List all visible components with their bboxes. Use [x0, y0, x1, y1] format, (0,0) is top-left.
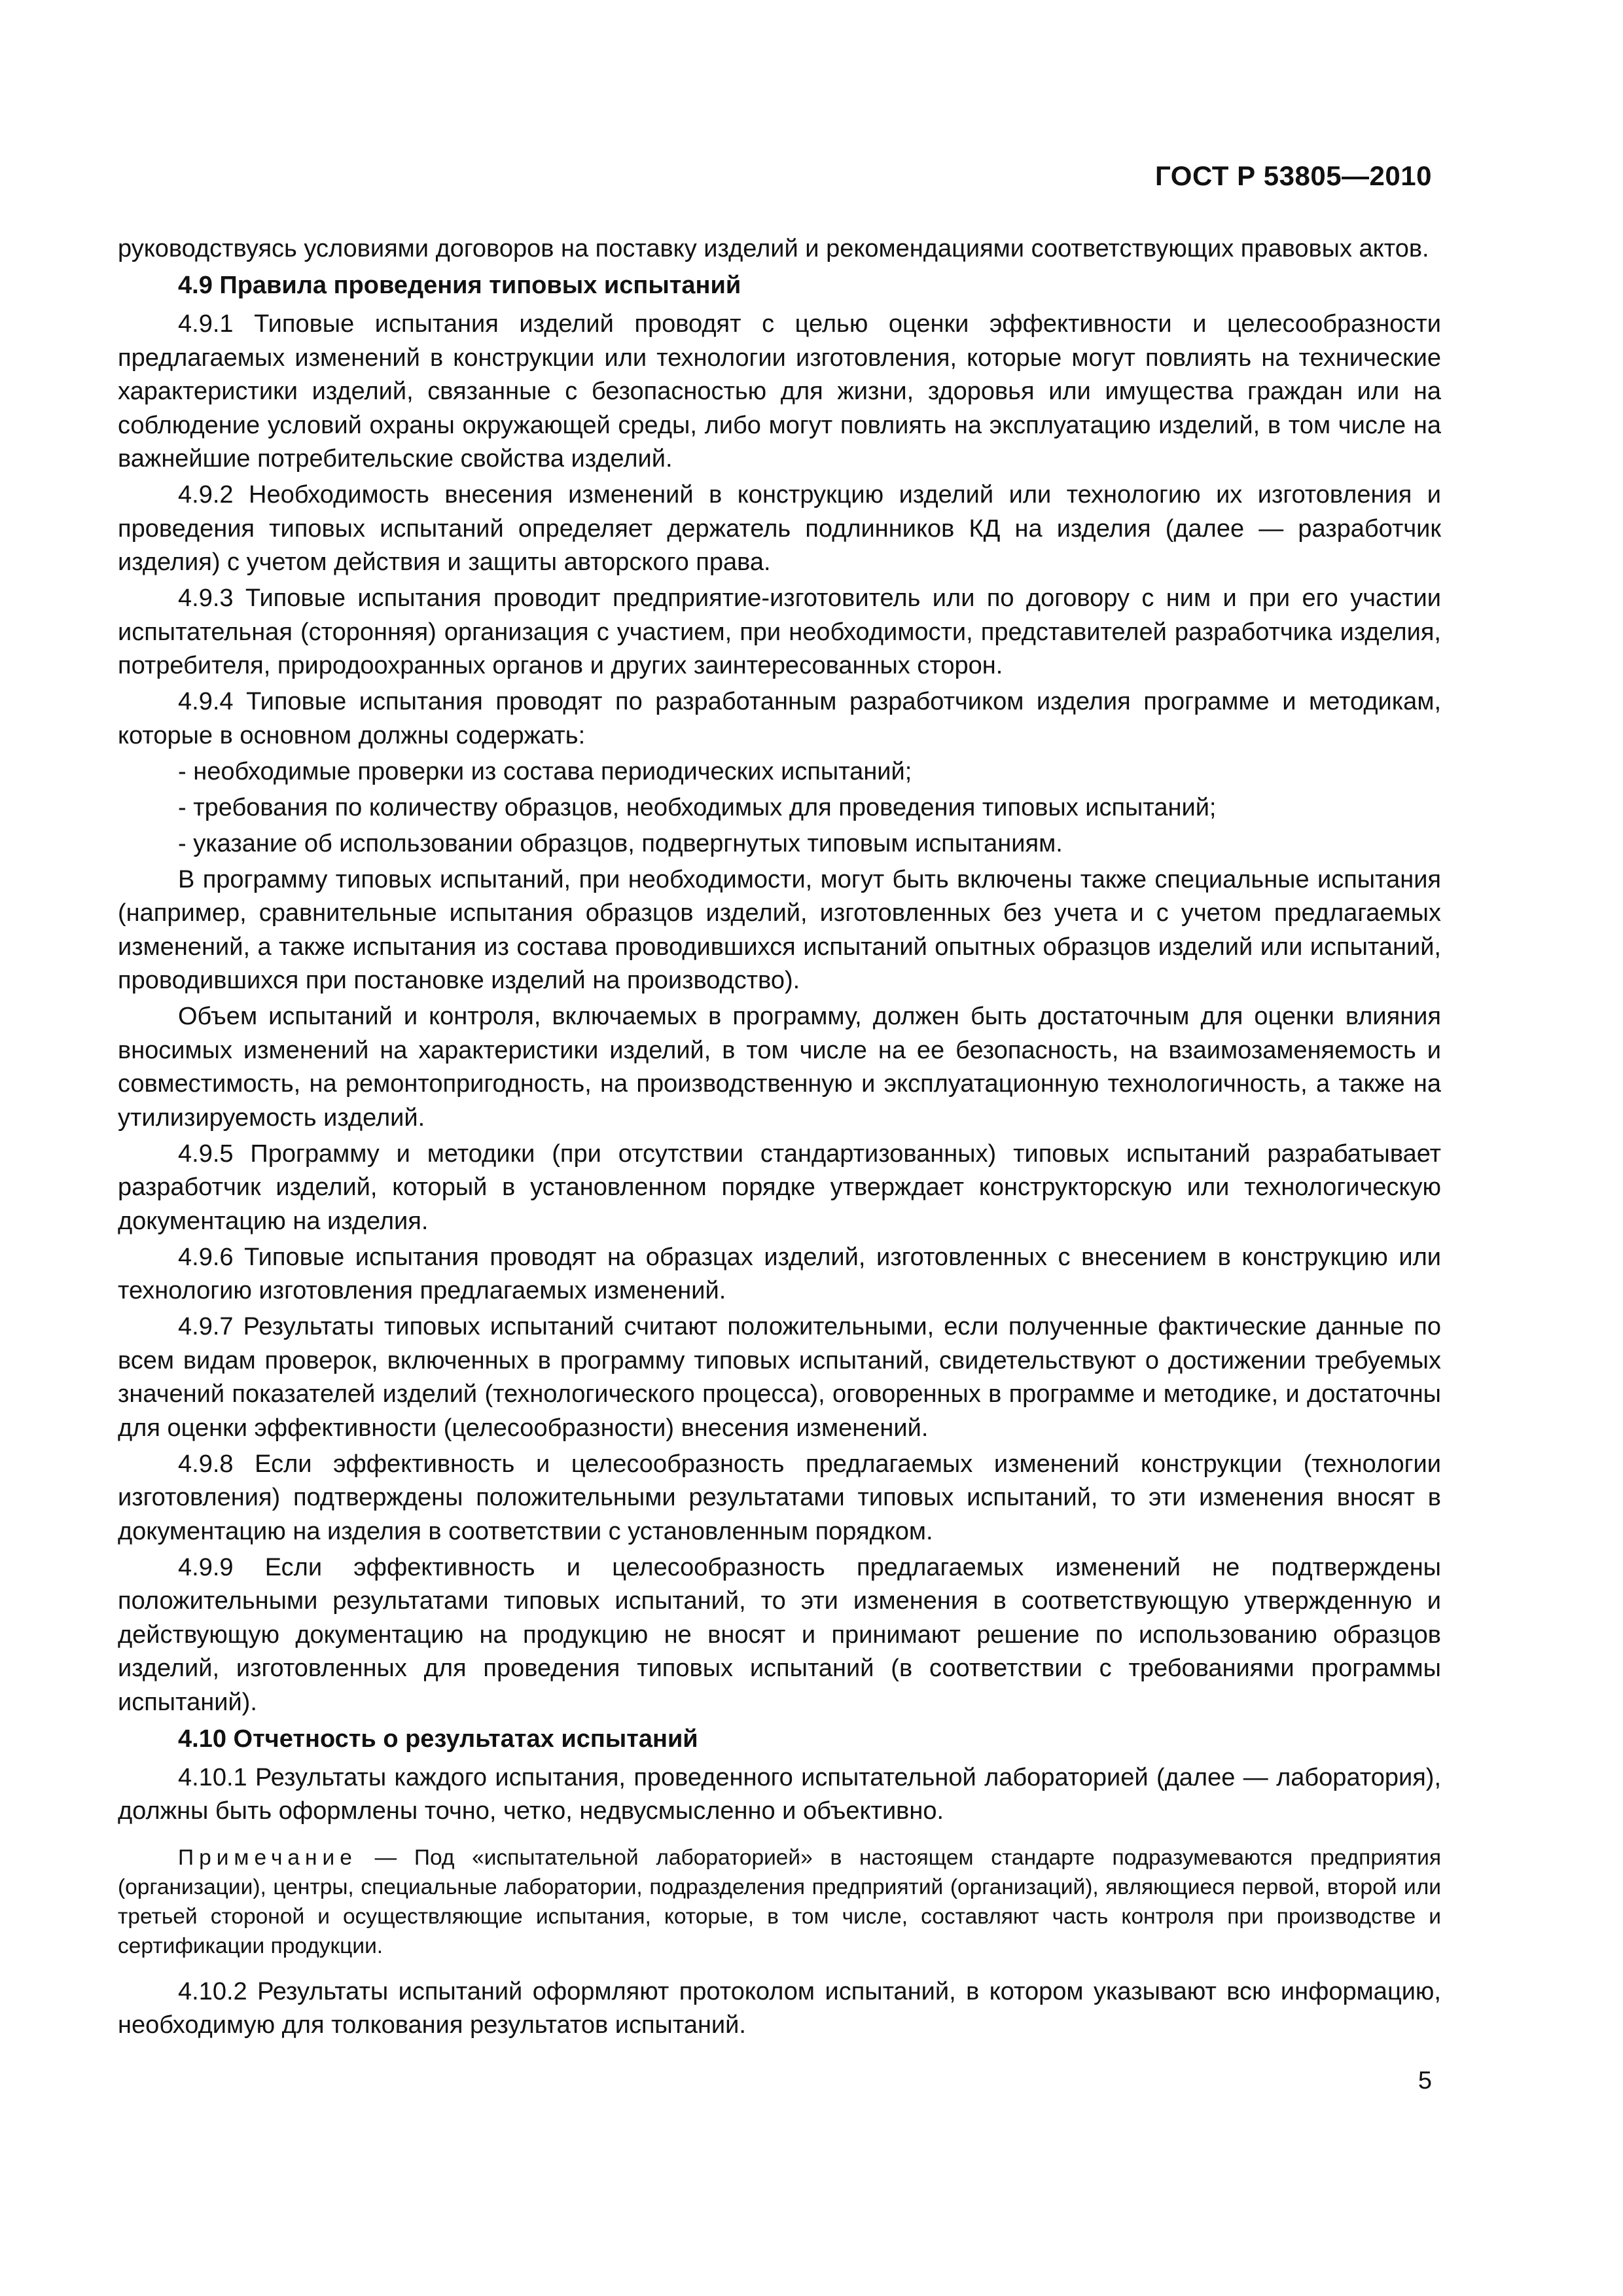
paragraph-4-9-6: 4.9.6 Типовые испытания проводят на образцах изделий, изготовленных с внесением в конструкцию или технологию изготовления предлагаемых изменений.: [118, 1243, 1441, 1304]
paragraph-4-9-2: 4.9.2 Необходимость внесения изменений в конструкцию изделий или технологию их изготовления и проведения типовых испытаний определяет держатель подлинников КД на изделия (далее — разработчик изделия) с учетом действия и защиты авторского права.: [118, 481, 1441, 576]
paragraph-4-9-1: 4.9.1 Типовые испытания изделий проводят с целью оценки эффективности и целесообразности предлагаемых изменений в конструкции или технологии изготовления, которые могут повлиять на технические характеристики изделий, связанные с безопасностью для жизни, здоровья или имущества граждан или на соблюдение условий охраны окружающей среды, либо могут повлиять на эксплуатацию изделий, в том числе на важнейшие потребительские свойства изделий.: [118, 310, 1441, 473]
paragraph-4-9-3: 4.9.3 Типовые испытания проводит предприятие-изготовитель или по договору с ним и при его участии испытательная (сторонняя) организация с участием, при необходимости, представителей разработчика изделия, потребителя, природоохранных органов и других заинтересованных сторон.: [118, 584, 1441, 679]
list-item: - указание об использовании образцов, подвергнутых типовым испытаниям.: [178, 829, 1063, 857]
paragraph-4-9-7: 4.9.7 Результаты типовых испытаний считают положительными, если полученные фактические данные по всем видам проверок, включенных в программу типовых испытаний, свидетельствуют о достижении требуемых значений показателей изделий (технологического процесса), оговоренных в программе и методике, и достаточны для оценки эффективности (целесообразности) внесения изменений.: [118, 1313, 1441, 1442]
section-heading-4-10: 4.10 Отчетность о результатах испытаний: [178, 1725, 698, 1753]
paragraph-special-tests: В программу типовых испытаний, при необходимости, могут быть включены также специальные испытания (например, сравнительные испытания образцов изделий, изготовленных без учета и с учетом предлагаемых изменений, а также испытания из состава проводившихся испытаний опытных образцов изделий или испытаний, проводившихся при постановке изделий на производство).: [118, 865, 1441, 994]
list-item: - требования по количеству образцов, необходимых для проведения типовых испытаний;: [178, 793, 1217, 821]
page-number: 5: [1418, 2067, 1432, 2094]
paragraph-4-10-1: 4.10.1 Результаты каждого испытания, проведенного испытательной лабораторией (далее — лаборатория), должны быть оформлены точно, четко, недвусмысленно и объективно.: [118, 1763, 1441, 1825]
section-heading-4-9: 4.9 Правила проведения типовых испытаний: [178, 272, 741, 299]
note-label: Примечание: [178, 1845, 357, 1870]
paragraph-4-9-5: 4.9.5 Программу и методики (при отсутствии стандартизованных) типовых испытаний разрабатывает разработчик изделий, который в установленном порядке утверждает конструкторскую или технологическую документацию на изделия.: [118, 1139, 1441, 1235]
paragraph-test-scope: Объем испытаний и контроля, включаемых в программу, должен быть достаточным для оценки влияния вносимых изменений на характеристики изделий, в том числе на ее безопасность, на взаимозаменяемость и совместимость, на ремонтопригодность, на производственную и эксплуатационную технологичность, а также на утилизируемость изделий.: [118, 1003, 1441, 1132]
note-text: — Под «испытательной лабораторией» в настоящем стандарте подразумеваются предприятия (организации), центры, специальные лаборатории, подразделения предприятий (организаций), являющиеся первой, второй или третьей стороной и осуществляющие испытания, которые, в том числе, составляют часть контроля при производстве и сертификации продукции.: [118, 1845, 1442, 1958]
document-body: [118, 232, 1441, 2045]
paragraph-4-9-4: 4.9.4 Типовые испытания проводят по разработанным разработчиком изделия программе и методикам, которые в основном должны содержать:: [118, 688, 1441, 749]
document-header-id: ГОСТ Р 53805—2010: [1155, 160, 1432, 191]
paragraph-4-10-2: 4.10.2 Результаты испытаний оформляют протоколом испытаний, в котором указывают всю информацию, необходимую для толкования результатов испытаний.: [118, 1977, 1441, 2039]
paragraph-4-9-9: 4.9.9 Если эффективность и целесообразность предлагаемых изменений не подтверждены положительными результатами типовых испытаний, то эти изменения в соответствующую утвержденную и действующую документацию на продукцию не вносят и принимают решение по использованию образцов изделий, изготовленных для проведения типовых испытаний (в соответствии с требованиями программы испытаний).: [118, 1553, 1441, 1716]
list-item: - необходимые проверки из состава периодических испытаний;: [178, 757, 912, 785]
paragraph-continuation: руководствуясь условиями договоров на поставку изделий и рекомендациями соответствующих правовых актов.: [118, 235, 1429, 262]
note-paragraph: [118, 1843, 1441, 1961]
paragraph-4-9-8: 4.9.8 Если эффективность и целесообразность предлагаемых изменений конструкции (технологии изготовления) подтверждены положительными результатами типовых испытаний, то эти изменения вносят в документацию на изделия в соответствии с установленным порядком.: [118, 1450, 1441, 1545]
